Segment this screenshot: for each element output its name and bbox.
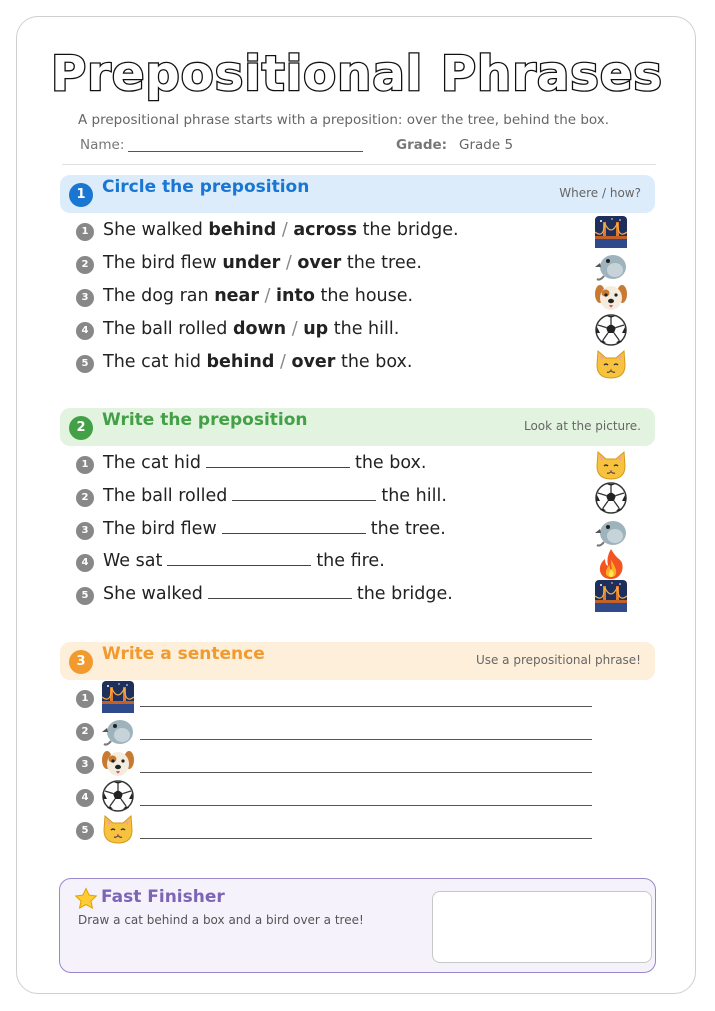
star-icon bbox=[74, 887, 98, 911]
answer-blank[interactable] bbox=[222, 519, 366, 534]
question-number: 4 bbox=[76, 554, 94, 572]
question-sentence bbox=[103, 286, 413, 306]
question-number: 4 bbox=[76, 322, 94, 340]
sentence-answer-line[interactable] bbox=[140, 706, 592, 707]
option-separator: / bbox=[285, 253, 292, 273]
sentence-answer-line[interactable] bbox=[140, 772, 592, 773]
circle-question-row bbox=[76, 285, 636, 311]
preposition-option[interactable]: over bbox=[291, 352, 336, 372]
sentence-end: the box. bbox=[340, 352, 413, 372]
sentence-start: The bird flew bbox=[103, 519, 217, 539]
sentence-answer-line[interactable] bbox=[140, 838, 592, 839]
drawing-area[interactable] bbox=[432, 891, 652, 963]
sentence-end: the tree. bbox=[370, 519, 446, 539]
question-sentence bbox=[103, 319, 399, 339]
header-divider bbox=[62, 164, 656, 165]
question-sentence bbox=[103, 220, 459, 240]
sentence-row bbox=[76, 686, 596, 716]
page-title bbox=[0, 24, 715, 114]
section-title: Write the preposition bbox=[102, 410, 308, 430]
sentence-start: She walked bbox=[103, 584, 203, 604]
bridge-icon bbox=[594, 215, 628, 249]
fast-finisher-instructions: Draw a cat behind a box and a bird over a tree! bbox=[78, 913, 364, 927]
question-number: 1 bbox=[76, 690, 94, 708]
preposition-option[interactable]: near bbox=[214, 286, 259, 306]
answer-blank[interactable] bbox=[206, 453, 350, 468]
bridge-icon bbox=[101, 680, 135, 714]
question-number: 1 bbox=[76, 223, 94, 241]
sentence-start: The bird flew bbox=[103, 253, 217, 273]
sentence-row bbox=[76, 818, 596, 848]
fill-blank-row bbox=[76, 485, 636, 511]
question-number: 5 bbox=[76, 822, 94, 840]
name-field[interactable] bbox=[128, 151, 363, 152]
section-title: Circle the preposition bbox=[102, 177, 310, 197]
option-separator: / bbox=[279, 352, 286, 372]
sentence-end: the hill. bbox=[381, 486, 447, 506]
dog-icon bbox=[101, 746, 135, 780]
sentence-end: the box. bbox=[354, 453, 427, 473]
circle-question-row bbox=[76, 351, 636, 377]
sentence-start: We sat bbox=[103, 551, 163, 571]
question-number: 5 bbox=[76, 355, 94, 373]
bird-icon bbox=[594, 514, 628, 548]
question-sentence bbox=[103, 551, 385, 571]
section-2-header bbox=[60, 408, 655, 446]
cat-icon bbox=[594, 347, 628, 381]
answer-blank[interactable] bbox=[232, 486, 376, 501]
soccer-ball-icon bbox=[594, 481, 628, 515]
section-number: 1 bbox=[69, 183, 93, 207]
preposition-option[interactable]: under bbox=[222, 253, 281, 273]
sentence-start: The ball rolled bbox=[103, 319, 228, 339]
dog-icon bbox=[594, 280, 628, 314]
question-sentence bbox=[103, 486, 447, 506]
section-number: 3 bbox=[69, 650, 93, 674]
section-title: Write a sentence bbox=[102, 644, 265, 664]
question-number: 5 bbox=[76, 587, 94, 605]
fill-blank-row bbox=[76, 550, 636, 576]
sentence-end: the bridge. bbox=[356, 584, 453, 604]
sentence-start: She walked bbox=[103, 220, 203, 240]
question-number: 2 bbox=[76, 256, 94, 274]
sentence-start: The dog ran bbox=[103, 286, 209, 306]
question-sentence bbox=[103, 352, 412, 372]
sentence-row bbox=[76, 719, 596, 749]
cat-icon bbox=[594, 448, 628, 482]
fill-blank-row bbox=[76, 583, 636, 609]
circle-question-row bbox=[76, 318, 636, 344]
fire-icon bbox=[594, 547, 628, 581]
question-number: 1 bbox=[76, 456, 94, 474]
bird-icon bbox=[594, 248, 628, 282]
option-separator: / bbox=[281, 220, 288, 240]
preposition-option[interactable]: behind bbox=[208, 220, 277, 240]
sentence-end: the fire. bbox=[316, 551, 385, 571]
bird-icon bbox=[101, 713, 135, 747]
answer-blank[interactable] bbox=[208, 584, 352, 599]
section-1-header bbox=[60, 175, 655, 213]
grade-label: Grade: bbox=[396, 137, 448, 153]
question-sentence bbox=[103, 584, 453, 604]
circle-question-row bbox=[76, 252, 636, 278]
name-label: Name: bbox=[80, 137, 125, 153]
bridge-icon bbox=[594, 579, 628, 613]
preposition-option[interactable]: into bbox=[276, 286, 315, 306]
sentence-answer-line[interactable] bbox=[140, 739, 592, 740]
section-3-header bbox=[60, 642, 655, 680]
section-number: 2 bbox=[69, 416, 93, 440]
question-number: 3 bbox=[76, 522, 94, 540]
sentence-end: the tree. bbox=[346, 253, 422, 273]
question-sentence bbox=[103, 453, 426, 473]
section-hint: Use a prepositional phrase! bbox=[475, 653, 641, 667]
circle-question-row bbox=[76, 219, 636, 245]
question-sentence bbox=[103, 253, 422, 273]
preposition-option[interactable]: up bbox=[303, 319, 329, 339]
soccer-ball-icon bbox=[594, 313, 628, 347]
question-sentence bbox=[103, 519, 446, 539]
option-separator: / bbox=[291, 319, 298, 339]
preposition-option[interactable]: over bbox=[297, 253, 342, 273]
fill-blank-row bbox=[76, 518, 636, 544]
sentence-end: the bridge. bbox=[362, 220, 459, 240]
sentence-row bbox=[76, 752, 596, 782]
question-number: 4 bbox=[76, 789, 94, 807]
preposition-option[interactable]: across bbox=[293, 220, 357, 240]
option-separator: / bbox=[264, 286, 271, 306]
fast-finisher-title: Fast Finisher bbox=[101, 887, 225, 907]
cat-icon bbox=[101, 812, 135, 846]
fill-blank-row bbox=[76, 452, 636, 478]
question-number: 2 bbox=[76, 723, 94, 741]
fast-finisher-box bbox=[59, 878, 656, 973]
section-hint: Where / how? bbox=[559, 186, 641, 200]
sentence-answer-line[interactable] bbox=[140, 805, 592, 806]
question-number: 3 bbox=[76, 756, 94, 774]
answer-blank[interactable] bbox=[167, 551, 311, 566]
preposition-option[interactable]: down bbox=[232, 319, 287, 339]
page-subtitle: A prepositional phrase starts with a preposition: over the tree, behind the box. bbox=[78, 112, 610, 128]
soccer-ball-icon bbox=[101, 779, 135, 813]
preposition-option[interactable]: behind bbox=[206, 352, 275, 372]
grade-value: Grade 5 bbox=[459, 137, 514, 153]
question-number: 2 bbox=[76, 489, 94, 507]
sentence-start: The cat hid bbox=[103, 352, 201, 372]
question-number: 3 bbox=[76, 289, 94, 307]
sentence-row bbox=[76, 785, 596, 815]
sentence-end: the hill. bbox=[333, 319, 400, 339]
page-title-text: Prepositional Phrases bbox=[51, 46, 663, 102]
sentence-end: the house. bbox=[320, 286, 414, 306]
sentence-start: The cat hid bbox=[103, 453, 201, 473]
section-hint: Look at the picture. bbox=[523, 419, 641, 433]
sentence-start: The ball rolled bbox=[103, 486, 228, 506]
